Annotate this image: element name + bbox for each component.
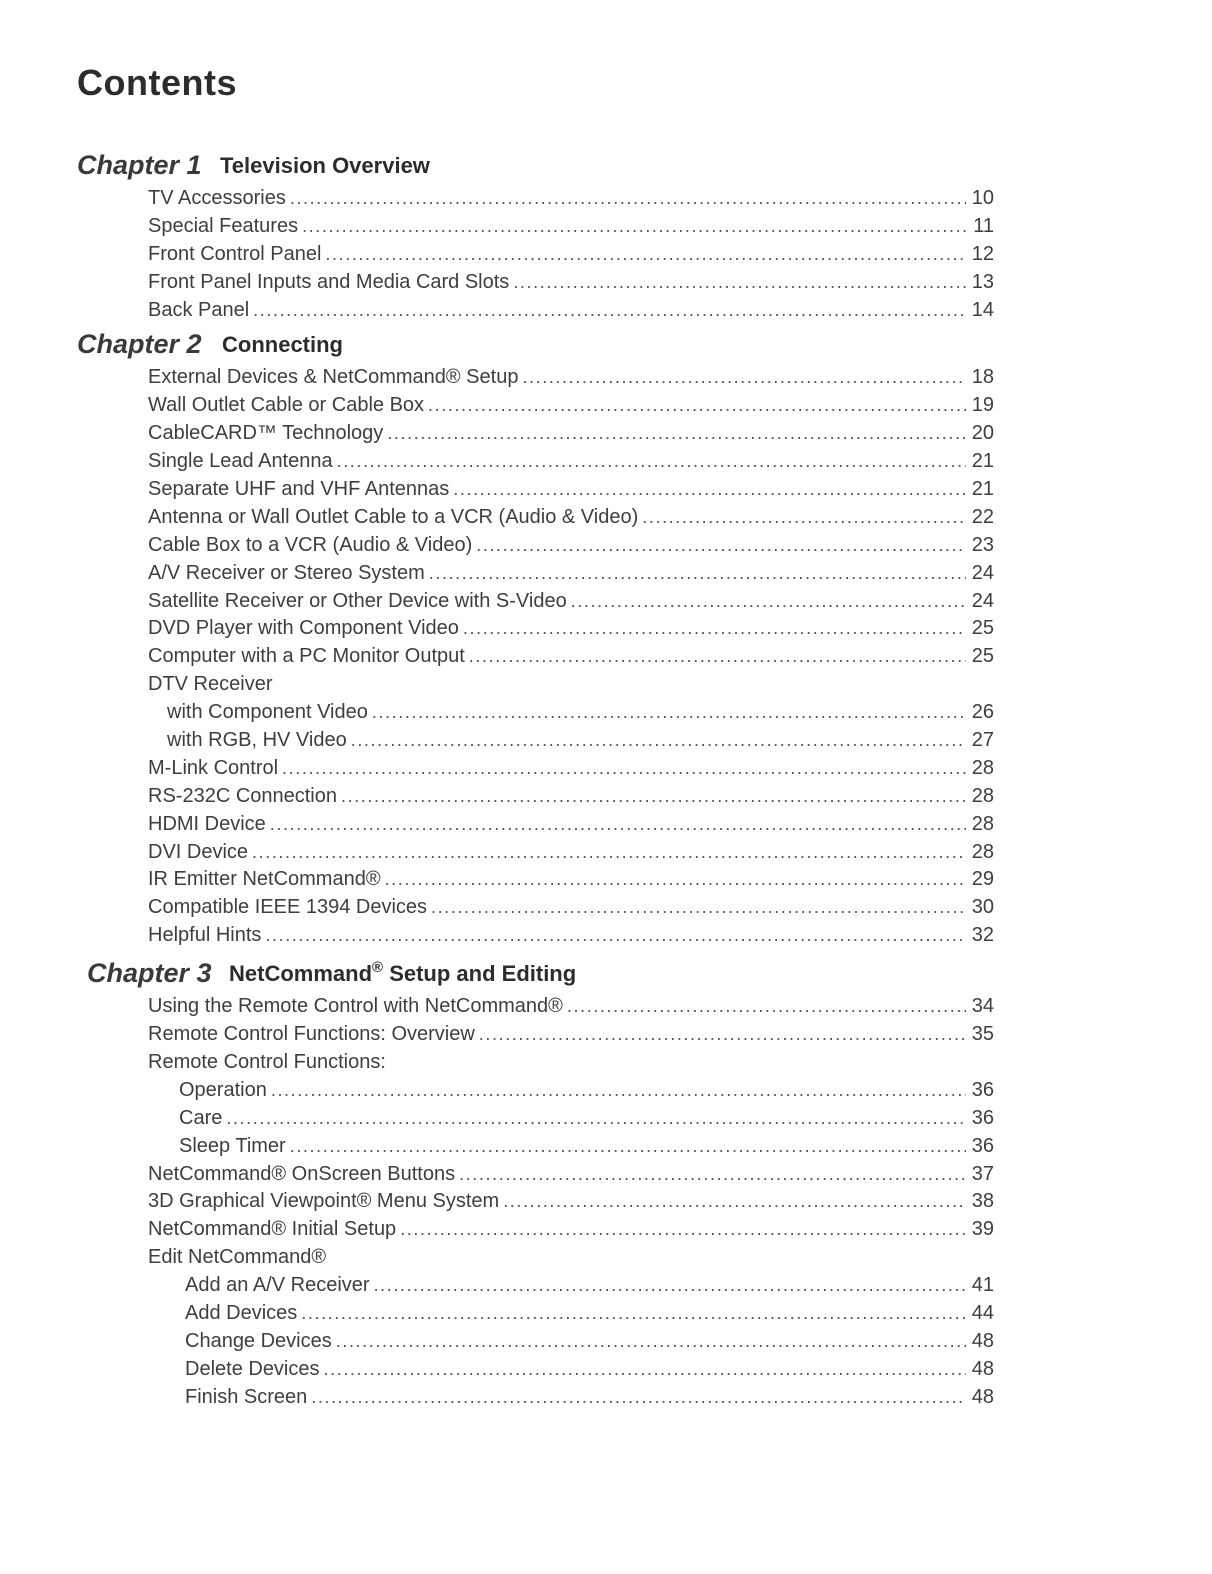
chapter-heading xyxy=(0,950,1212,993)
toc-entry[interactable] xyxy=(0,615,1212,643)
toc-entry[interactable] xyxy=(0,783,1212,811)
toc-group-heading[interactable] xyxy=(0,1244,1212,1272)
toc-entry-page: 41 xyxy=(966,1272,994,1300)
toc-entry-label: NetCommand® OnScreen Buttons xyxy=(148,1161,459,1189)
toc-entry-label: RS-232C Connection xyxy=(148,783,341,811)
toc-entry-label: NetCommand® Initial Setup xyxy=(148,1216,400,1244)
toc-entry-label: Add Devices xyxy=(185,1300,301,1328)
toc-entry[interactable] xyxy=(0,588,1212,616)
toc-entry-page: 14 xyxy=(966,297,994,325)
toc-entry-page: 21 xyxy=(966,476,994,504)
toc-entry[interactable] xyxy=(0,1272,1212,1300)
toc-entry-page: 13 xyxy=(966,269,994,297)
toc-entry[interactable] xyxy=(0,755,1212,783)
toc-entry[interactable] xyxy=(0,213,1212,241)
toc-entry-label: HDMI Device xyxy=(148,811,270,839)
toc-entry-label: Sleep Timer xyxy=(179,1133,290,1161)
toc-entry-page: 28 xyxy=(966,755,994,783)
toc-entry-label: with Component Video xyxy=(167,699,372,727)
toc-entry-page: 38 xyxy=(966,1188,994,1216)
toc-entry-label: Compatible IEEE 1394 Devices xyxy=(148,894,431,922)
chapter-title: Connecting xyxy=(222,332,343,358)
toc-entry[interactable] xyxy=(0,1105,1212,1133)
toc-entry-page: 19 xyxy=(966,392,994,420)
toc-entry-page: 25 xyxy=(966,643,994,671)
toc-entry[interactable] xyxy=(0,1188,1212,1216)
chapter-title: Television Overview xyxy=(220,153,430,178)
toc-entry-page: 24 xyxy=(966,560,994,588)
toc-entry[interactable] xyxy=(0,1328,1212,1356)
table-of-contents xyxy=(0,147,1212,1412)
toc-entry-label: CableCARD™ Technology xyxy=(148,420,387,448)
toc-entry-label: DVD Player with Component Video xyxy=(148,615,463,643)
chapter-number: Chapter 3 xyxy=(87,958,212,989)
toc-entry[interactable] xyxy=(0,392,1212,420)
toc-group-heading[interactable] xyxy=(0,1049,1212,1077)
toc-entry-page: 35 xyxy=(966,1021,994,1049)
toc-entry-label: Wall Outlet Cable or Cable Box xyxy=(148,392,428,420)
toc-entry-label: Antenna or Wall Outlet Cable to a VCR (Audio & Video) xyxy=(148,504,642,532)
toc-entry[interactable] xyxy=(0,811,1212,839)
toc-entry-label: Back Panel xyxy=(148,297,253,325)
toc-entry-page: 24 xyxy=(966,588,994,616)
toc-entry[interactable] xyxy=(0,699,1212,727)
toc-entry-label: Finish Screen xyxy=(185,1384,311,1412)
toc-entry-page: 18 xyxy=(966,364,994,392)
toc-entry-page: 12 xyxy=(966,241,994,269)
page-title: Contents xyxy=(77,62,237,103)
toc-entry-label: DVI Device xyxy=(148,839,252,867)
toc-entry-label: Separate UHF and VHF Antennas xyxy=(148,476,453,504)
chapter-heading xyxy=(0,147,1212,185)
toc-entry[interactable] xyxy=(0,476,1212,504)
toc-entry-label: Computer with a PC Monitor Output xyxy=(148,643,469,671)
toc-entry-page: 23 xyxy=(966,532,994,560)
toc-entry[interactable] xyxy=(0,922,1212,950)
toc-entry-label: Add an A/V Receiver xyxy=(185,1272,374,1300)
toc-entry-label: IR Emitter NetCommand® xyxy=(148,866,385,894)
toc-entry-page: 44 xyxy=(966,1300,994,1328)
toc-entry-page: 30 xyxy=(966,894,994,922)
toc-entry-page: 36 xyxy=(966,1077,994,1105)
toc-entry-label: Front Panel Inputs and Media Card Slots xyxy=(148,269,513,297)
toc-entry[interactable] xyxy=(0,269,1212,297)
toc-entry-label: Using the Remote Control with NetCommand® xyxy=(148,993,567,1021)
toc-entry-label: Delete Devices xyxy=(185,1356,324,1384)
toc-entry-label: Remote Control Functions: xyxy=(148,1049,386,1077)
toc-entry-label: Single Lead Antenna xyxy=(148,448,337,476)
toc-entry-label: Change Devices xyxy=(185,1328,336,1356)
toc-entry-page: 48 xyxy=(966,1328,994,1356)
chapter-title: NetCommand® Setup and Editing xyxy=(229,959,577,987)
toc-entry-page: 34 xyxy=(966,993,994,1021)
toc-entry[interactable] xyxy=(0,894,1212,922)
toc-entry[interactable] xyxy=(0,241,1212,269)
toc-entry-page: 48 xyxy=(966,1384,994,1412)
toc-entry[interactable] xyxy=(0,1161,1212,1189)
toc-entry[interactable] xyxy=(0,448,1212,476)
toc-entry-page: 37 xyxy=(966,1161,994,1189)
toc-entry[interactable] xyxy=(0,1021,1212,1049)
toc-entry-label: Satellite Receiver or Other Device with S-Video xyxy=(148,588,571,616)
toc-entry-page: 25 xyxy=(966,615,994,643)
toc-entry-label: M-Link Control xyxy=(148,755,282,783)
toc-entry-page: 39 xyxy=(966,1216,994,1244)
toc-entry[interactable] xyxy=(0,185,1212,213)
toc-entry-page: 28 xyxy=(966,783,994,811)
toc-entry[interactable] xyxy=(0,560,1212,588)
toc-entry-label: 3D Graphical Viewpoint® Menu System xyxy=(148,1188,503,1216)
chapter-number: Chapter 2 xyxy=(77,329,202,360)
registered-mark: ® xyxy=(372,959,384,977)
toc-entry[interactable] xyxy=(0,839,1212,867)
toc-entry[interactable] xyxy=(0,1216,1212,1244)
toc-group-heading[interactable] xyxy=(0,671,1212,699)
toc-entry[interactable] xyxy=(0,364,1212,392)
toc-entry-page: 28 xyxy=(966,811,994,839)
toc-entry-page: 20 xyxy=(966,420,994,448)
toc-entry[interactable] xyxy=(0,297,1212,325)
toc-entry-page: 36 xyxy=(966,1133,994,1161)
toc-entry[interactable] xyxy=(0,727,1212,755)
toc-entry[interactable] xyxy=(0,993,1212,1021)
toc-entry-page: 11 xyxy=(966,213,994,241)
chapter-number: Chapter 1 xyxy=(77,150,202,180)
toc-entry[interactable] xyxy=(0,1356,1212,1384)
toc-entry-label: Special Features xyxy=(148,213,302,241)
toc-entry-label: Remote Control Functions: Overview xyxy=(148,1021,479,1049)
toc-entry-label: with RGB, HV Video xyxy=(167,727,351,755)
toc-entry-label: Cable Box to a VCR (Audio & Video) xyxy=(148,532,476,560)
toc-entry-page: 27 xyxy=(966,727,994,755)
chapter-heading xyxy=(0,324,1212,364)
toc-entry[interactable] xyxy=(0,866,1212,894)
toc-entry[interactable] xyxy=(0,1077,1212,1105)
toc-entry-label: Edit NetCommand® xyxy=(148,1244,326,1272)
toc-entry-page: 26 xyxy=(966,699,994,727)
toc-entry[interactable] xyxy=(0,420,1212,448)
toc-entry-page: 29 xyxy=(966,866,994,894)
toc-entry-label: TV Accessories xyxy=(148,185,290,213)
toc-entry[interactable] xyxy=(0,532,1212,560)
toc-entry-page: 32 xyxy=(966,922,994,950)
toc-entry-page: 48 xyxy=(966,1356,994,1384)
toc-entry[interactable] xyxy=(0,1133,1212,1161)
toc-entry[interactable] xyxy=(0,643,1212,671)
toc-entry-page: 22 xyxy=(966,504,994,532)
toc-entry-page: 21 xyxy=(966,448,994,476)
toc-entry-label: Front Control Panel xyxy=(148,241,325,269)
toc-entry-label: External Devices & NetCommand® Setup xyxy=(148,364,522,392)
toc-entry-page: 10 xyxy=(966,185,994,213)
toc-entry[interactable] xyxy=(0,504,1212,532)
toc-entry[interactable] xyxy=(0,1300,1212,1328)
toc-entry-page: 28 xyxy=(966,839,994,867)
toc-entry-label: Care xyxy=(179,1105,226,1133)
toc-entry-label: DTV Receiver xyxy=(148,671,272,699)
toc-entry-label: A/V Receiver or Stereo System xyxy=(148,560,429,588)
toc-entry-label: Helpful Hints xyxy=(148,922,265,950)
toc-entry-page: 36 xyxy=(966,1105,994,1133)
toc-entry-label: Operation xyxy=(179,1077,271,1105)
toc-entry[interactable] xyxy=(0,1384,1212,1412)
